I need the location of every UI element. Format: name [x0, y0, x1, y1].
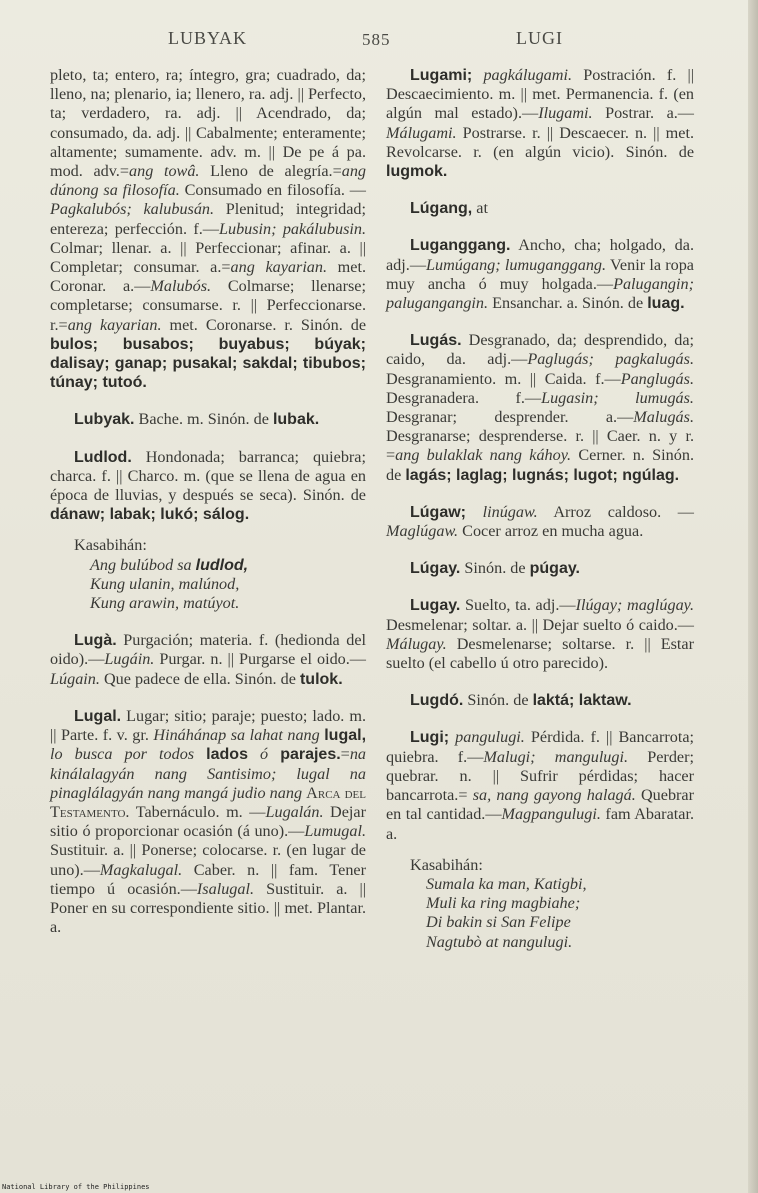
entry-text: na kinálalagyán nang Santisimo; lugal na pinaglálagyán nang mangá judio nang	[50, 745, 366, 802]
entry-text: Lumugal.	[304, 822, 366, 841]
entry-text: Paglugás; pagkalugás.	[527, 350, 694, 369]
entry-text: Desgranamiento. m. || Caida. f.—	[386, 369, 621, 388]
headword: Lúgang,	[410, 200, 473, 218]
entry-text: Pagkalubós; kalubusán.	[50, 200, 215, 219]
entry-text: ang kayarian.	[67, 315, 162, 334]
running-head	[0, 28, 758, 54]
kasabihan-lugi	[410, 856, 694, 952]
entry-text: Lleno de alegría.=	[199, 162, 342, 181]
entry-text: laktá; laktaw.	[532, 692, 632, 710]
entry-text: Quebrar en tal cantidad.—	[386, 786, 695, 824]
entry-text: Pérdida. f. || Bancarrota; quiebra. f.—	[386, 728, 694, 766]
entry-lugaw	[386, 503, 694, 541]
entry-text: Plenitud; integridad; entereza; perfección. f.—	[50, 200, 366, 238]
entry-luganggang	[386, 236, 694, 313]
entry-text: bulos; busabos; buyabus; búyak; dalisay; ganap; pusakal; sakdal; tibubos; túnay; tutoó.	[50, 335, 366, 392]
kasabihan-title: Kasabihán:	[74, 536, 147, 555]
headword: Lúgay.	[410, 560, 461, 578]
entry-text: Desgranar; desprender. a.—	[386, 408, 634, 427]
verse-line	[90, 594, 366, 613]
entry-text: Purgar. n. || Purgarse el oido.—	[154, 650, 366, 669]
entry-lugami	[386, 66, 694, 181]
entry-text: Desmelenar; soltar. a. || Dejar suelto ó caido.—	[386, 615, 694, 634]
entry-text: met. Coronar. a.—	[50, 258, 366, 296]
entry-text: Lumúgang; lumuganggang.	[426, 255, 607, 274]
entry-text: Postración. f. || Descaecimiento. m. || met. Permanencia. f. (en algún mal estado).—	[386, 66, 694, 123]
entry-text: fam Abaratar. a.	[386, 805, 694, 843]
right-guide-word: LUGI	[516, 28, 563, 48]
entry-text: Magpangulugi.	[501, 805, 601, 824]
entry-text: Sustituir. a. || Ponerse; colocarse. r. (en lugar de uno).—	[50, 841, 366, 879]
entry-lubyak	[50, 410, 366, 429]
entry-text: lo busca por todos	[50, 745, 207, 764]
entry-text: Hináhánap sa lahat nang	[153, 726, 325, 745]
entry-lugal	[50, 707, 366, 937]
entry-text: Caber. n. || fam. Tener tiempo ú ocasión.—	[50, 860, 366, 898]
verse-line	[426, 933, 694, 952]
headword: Lubyak.	[74, 411, 135, 429]
entry-text: lubak.	[272, 411, 320, 429]
entry-lugang	[386, 199, 694, 218]
verse-text: Kung ulanin, malúnod,	[90, 574, 240, 593]
entry-luga	[50, 631, 366, 689]
entry-text: Malugás.	[633, 408, 694, 427]
entry-text: dánaw; labak; lukó; sálog.	[50, 506, 250, 524]
entry-text: Dejar sitio ó proporcionar ocasión (á uno).—	[50, 802, 366, 841]
entry-text: Hondonada; barranca; quiebra; charca. f. || Charco. m. (que se llena de agua en época de lluvias, y después se seca). Sinón. de	[50, 447, 366, 505]
entry-text: Tabernáculo. m. —	[129, 802, 266, 821]
entry-text: ang dúnong sa filosofía.	[50, 162, 367, 200]
entry-lugi	[386, 728, 694, 843]
entry-text: Perder; quebrar. n. || Sufrir pérdidas; hacer bancarrota.=	[386, 747, 694, 805]
entry-text: Lugasin; lumugás.	[541, 388, 694, 407]
entry-text: Desgranado, da; desprendido, da; caido, da. adj.—	[386, 331, 694, 369]
entry-text: Cocer arroz en mucha agua.	[458, 522, 644, 541]
left-guide-word: LUBYAK	[168, 28, 248, 48]
entry-text: Ilúgay; maglúgay.	[575, 596, 694, 615]
entry-ludlod	[50, 448, 366, 525]
verse-text: Sumala ka man, Katigbi,	[426, 874, 587, 893]
entry-text: Colmarse; llenarse; completarse; consumarse. r. || Perfeccionarse. r.=	[50, 277, 366, 334]
entry-text: ang towâ.	[129, 162, 200, 181]
entry-text: Postrar. a.—	[592, 104, 694, 123]
entry-text: lados	[206, 746, 248, 764]
verse-line	[90, 556, 366, 575]
verse-text: Nagtubò at nangulugi.	[426, 932, 573, 951]
entry-text: Isalugal.	[196, 879, 255, 898]
entry-text: Málugami.	[386, 123, 457, 142]
entry-text: ó	[247, 745, 281, 764]
entry-text: ang bulaklak nang káhoy.	[395, 446, 572, 465]
entry-text: Ancho, cha; holgado, da. adj.—	[386, 236, 694, 274]
entry-text: Palugangin; palugangangin.	[386, 274, 694, 313]
entry-text: Cerner. n. Sinón. de	[386, 446, 694, 484]
entry-text: luag.	[647, 295, 685, 313]
headword: Ludlod.	[74, 448, 132, 466]
left-column	[50, 66, 366, 955]
entry-text: Lúgain.	[50, 669, 100, 688]
entry-text: Arca del Testamento.	[50, 783, 366, 821]
headword: Lúgaw;	[410, 503, 466, 521]
headword: Lugà.	[74, 632, 117, 650]
headword: Lugi;	[410, 729, 450, 747]
headword: Lugás.	[410, 332, 462, 350]
entry-text: Maglúgaw.	[386, 522, 459, 541]
entry-text: linúgaw.	[466, 502, 538, 521]
entry-text: met. Coronarse. r. Sinón. de	[161, 315, 367, 334]
verse-line	[90, 575, 366, 594]
entry-text: Ensanchar. a. Sinón. de	[488, 294, 648, 313]
entry-text: pangulugi.	[449, 728, 525, 747]
entry-text: parajes.	[280, 746, 341, 764]
entry-text: Málugay.	[386, 634, 447, 653]
entry-text: Sinón. de	[460, 559, 530, 578]
entry-text: Que padece de ella. Sinón. de	[99, 669, 300, 688]
headword: Lugay.	[410, 597, 461, 615]
entry-text: Bache. m. Sinón. de	[134, 410, 273, 429]
entry-text: Magkalugal.	[99, 860, 183, 879]
verse-text: Muli ka ring magbiahe;	[426, 894, 581, 913]
entry-text: Venir la ropa muy ancha ó muy holgada.—	[386, 255, 694, 293]
entry-text: Desmelenarse; soltarse. r. || Estar suelto (el cabello ú otro parecido).	[386, 634, 694, 673]
kasabihan-title: Kasabihán:	[410, 855, 483, 874]
entry-text: Postrarse. r. || Descaecer. n. || met. Revolcarse. r. (en algún vicio). Sinón. de	[386, 123, 694, 161]
entry-text: púgay.	[529, 560, 580, 578]
entry-text: Desgranarse; desprenderse. r. || Caer. n. y r. =	[386, 427, 694, 465]
headword: Lugdó.	[410, 692, 464, 710]
entry-lugdo	[386, 691, 694, 710]
headword: Lugami;	[410, 67, 473, 84]
verse-line	[426, 913, 694, 932]
kasabihan-ludlod	[74, 536, 366, 613]
verse-text: Ang bulúbod sa	[90, 555, 196, 574]
entry-lugay2	[386, 596, 694, 673]
entry-text: Sinón. de	[463, 691, 533, 710]
entry-text: =	[340, 745, 350, 764]
headword: Luganggang.	[410, 237, 511, 255]
entry-lugay1	[386, 559, 694, 578]
entry-text: Consumado en filosofía. —	[179, 181, 366, 200]
entry-text: lugal,	[324, 727, 367, 745]
entry-text: pagkálugami.	[472, 66, 573, 84]
entry-lugas	[386, 331, 694, 485]
entry-text: Lugáin.	[104, 650, 155, 669]
entry-text: Lugalán.	[265, 802, 324, 821]
entry-text: lagás; laglag; lugnás; lugot; ngúlag.	[405, 466, 680, 484]
entry-text: Lubusin; pakálubusin.	[218, 219, 367, 238]
entry-text: Malugi; mangulugi.	[483, 747, 629, 766]
entry-text: Sustituir. a. || Poner en su correspondiente sitio. || met. Plantar. a.	[50, 879, 366, 937]
entry-text: tulok.	[299, 670, 343, 688]
verse-text: Kung arawin, matúyot.	[90, 594, 240, 613]
entry-text: at	[472, 199, 488, 218]
headword: Lugal.	[74, 707, 122, 725]
entry-text: Desgranadera. f.—	[386, 388, 542, 407]
entry-text: lugmok.	[386, 163, 448, 181]
verse-line	[426, 875, 694, 894]
entry-text: Colmar; llenar. a. || Perfeccionar; afinar. a. || Completar; consumar. a.=	[50, 238, 366, 277]
entry-text: pleto, ta; entero, ra; íntegro, gra; cuadrado, da; lleno, na; plenario, ia; llenero, ra. adj. || Perfecto, ta; verdadero, ra. adj. || Acendrado, da; consumado, da. adj. || Cabalmente; enteramente; altamente; sumamente. adv. m. || De pe á pa. mod. adv.=	[50, 66, 366, 181]
page-number: 585	[362, 30, 391, 49]
verse-text: Di bakin si San Felipe	[426, 913, 571, 932]
entry-text: Malubós.	[150, 277, 212, 296]
verse-headword: ludlod,	[195, 556, 249, 574]
entry-text: Ilugami.	[538, 104, 593, 123]
entry-text: ang kayarian.	[230, 258, 328, 277]
entry-text: sa, nang gayong halagá.	[472, 786, 636, 805]
right-column	[386, 66, 694, 970]
page-edge	[748, 0, 758, 1193]
entry-text: Panglugás.	[620, 369, 694, 388]
scan-credit: National Library of the Philippines	[2, 1183, 150, 1191]
verse-line	[426, 894, 694, 913]
entry-text: Suelto, ta. adj.—	[460, 596, 576, 615]
entry-text: Purgación; materia. f. (hedionda del oido).—	[50, 631, 366, 669]
entry-pleto	[50, 66, 366, 392]
entry-text: Lugar; sitio; paraje; puesto; lado. m. || Parte. f. v. gr.	[50, 706, 366, 745]
entry-text: Arroz caldoso. —	[537, 502, 694, 521]
